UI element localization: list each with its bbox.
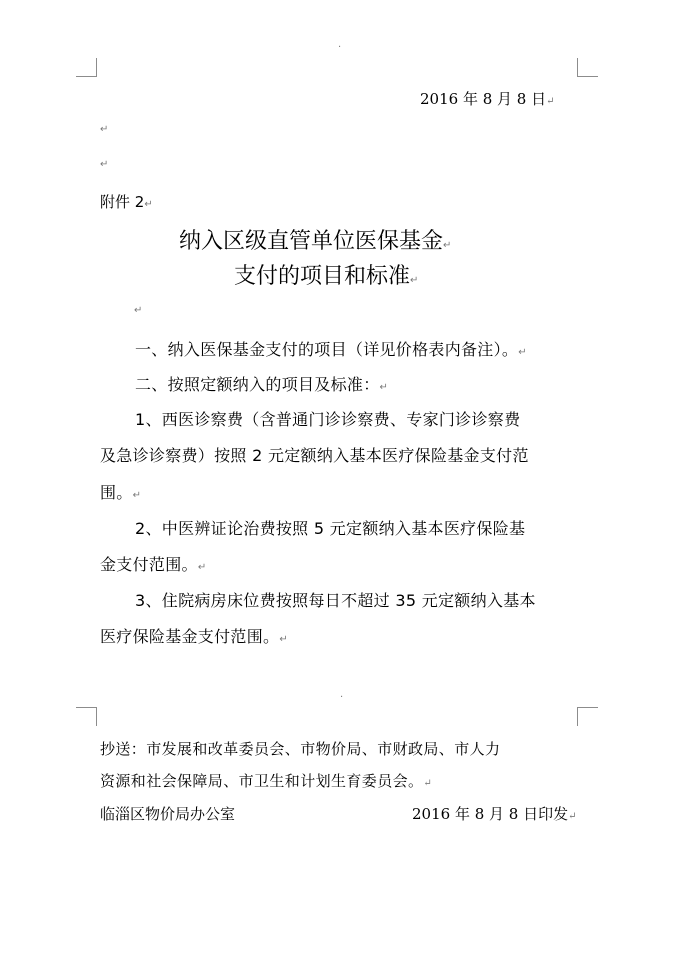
empty-paragraph-mark: ↵ [100,159,109,170]
body-item-2-1-line: 及急诊诊察费）按照 2 元定额纳入基本医疗保险基金支付范 [100,446,529,465]
body-item-2: 二、按照定额纳入的项目及标准：↵ [135,375,389,394]
header-mark: · [338,42,342,53]
attachment-label: 附件 2↵ [100,193,153,211]
crop-mark-bottom-left [76,707,97,726]
cc-line-2: 资源和社会保障局、市卫生和计划生育委员会。↵ [100,772,433,790]
crop-mark-bottom-right [577,707,598,726]
body-item-2-3-line: 医疗保险基金支付范围。↵ [100,627,288,646]
body-item-1: 一、纳入医保基金支付的项目（详见价格表内备注）。↵ [135,340,527,359]
body-item-2-2-line: 2、中医辨证论治费按照 5 元定额纳入基本医疗保险基 [135,519,526,538]
page-break-mark: · [340,692,344,703]
crop-mark-top-left [76,58,97,77]
issue-date: 2016 年 8 月 8 日印发↵ [412,805,577,823]
issuer: 临淄区物价局办公室 [100,805,236,823]
cc-line-1: 抄送：市发展和改革委员会、市物价局、市财政局、市人力 [100,740,501,758]
body-item-2-1-line: 1、西医诊察费（含普通门诊诊察费、专家门诊诊察费 [135,410,521,429]
title-line-1: 纳入区级直管单位医保基金↵ [179,229,452,254]
crop-mark-top-right [577,58,598,77]
body-item-2-2-line: 金支付范围。↵ [100,555,207,574]
document-date: 2016 年 8 月 8 日↵ [420,90,555,108]
title-line-2: 支付的项目和标准↵ [234,264,419,289]
body-item-2-1-line: 围。↵ [100,483,142,502]
empty-paragraph-mark: ↵ [100,124,109,135]
body-item-2-3-line: 3、住院病房床位费按照每日不超过 35 元定额纳入基本 [135,591,536,610]
empty-paragraph-mark: ↵ [134,305,143,316]
